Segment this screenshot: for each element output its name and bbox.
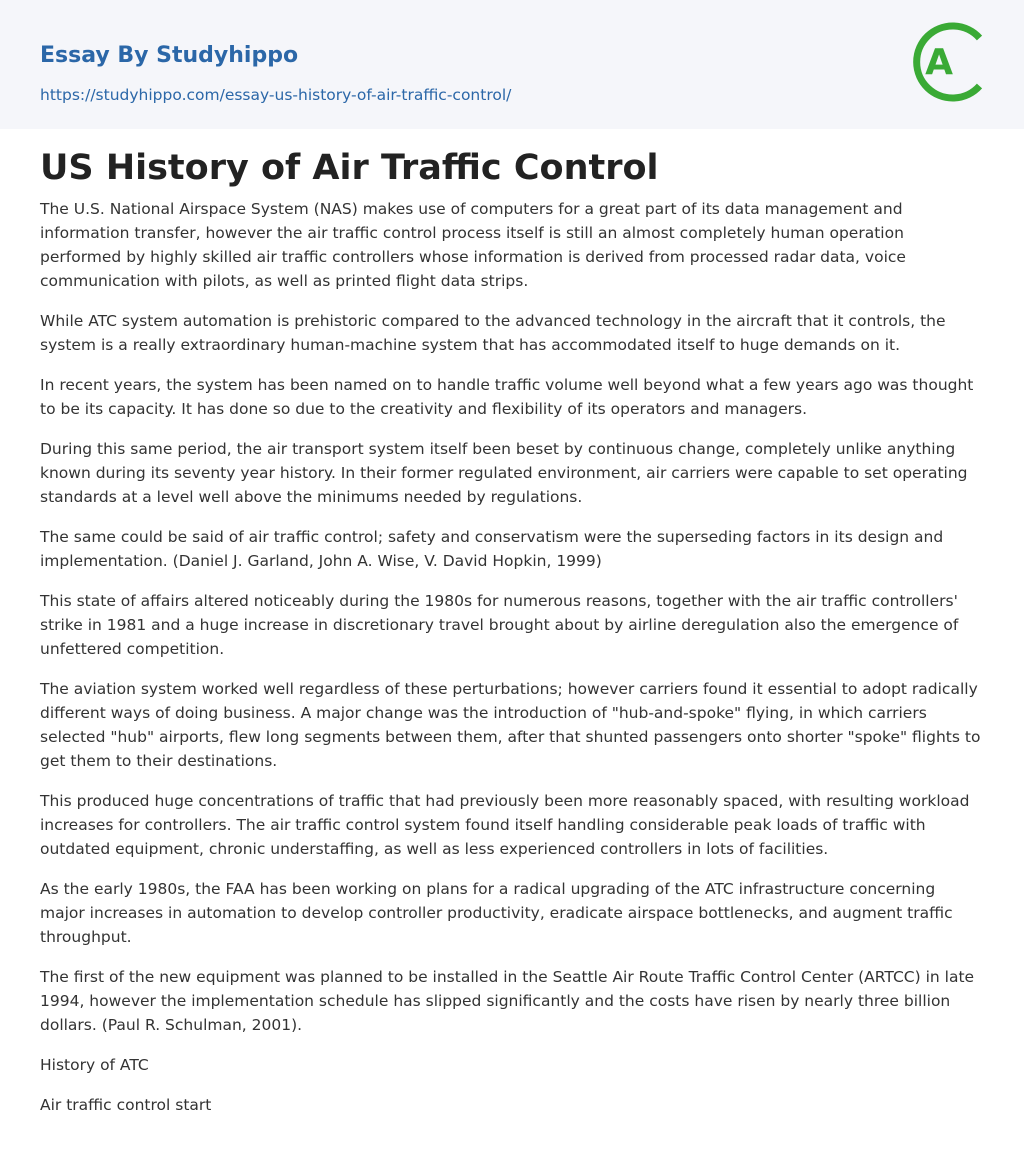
essay-paragraph: The first of the new equipment was planned to be installed in the Seattle Air Route Traffic Control Center (ARTCC) in late 1994, however the implementation schedule has slipped significantly and the costs have risen by nearly three billion dollars. (Paul R. Schulman, 2001). [40, 968, 975, 1034]
studyhippo-logo-icon[interactable] [912, 18, 988, 106]
essay-paragraph: The U.S. National Airspace System (NAS) makes use of computers for a great part of its data management and information transfer, however the air traffic control process itself is still an almost completely human operation performed by highly skilled air traffic controllers whose information is derived from processed radar data, voice communication with pilots, as well as printed flight data strips. [40, 200, 906, 290]
site-header [0, 0, 1024, 129]
page-title: US History of Air Traffic Control [40, 148, 659, 188]
essay-paragraph: This produced huge concentrations of traffic that had previously been more reasonably spaced, with resulting workload increases for controllers. The air traffic control system found itself handling considerable peak loads of traffic with outdated equipment, chronic understaffing, as well as less experienced controllers in lots of facilities. [40, 792, 970, 858]
essay-paragraph: During this same period, the air transport system itself been beset by continuous change, completely unlike anything known during its seventy year history. In their former regulated environment, air carriers were capable to set operating standards at a level well above the minimums needed by regulations. [40, 440, 968, 506]
source-url-link[interactable]: https://studyhippo.com/essay-us-history-of-air-traffic-control/ [40, 86, 512, 104]
essay-content [0, 129, 1024, 1117]
essay-paragraph: The same could be said of air traffic control; safety and conservatism were the superseding factors in its design and implementation. (Daniel J. Garland, John A. Wise, V. David Hopkin, 1999) [40, 528, 944, 570]
essay-paragraph: The aviation system worked well regardless of these perturbations; however carriers found it essential to adopt radically different ways of doing business. A major change was the introduction of "hub-and-spoke" flying, in which carriers selected "hub" airports, flew long segments between them, after that shunted passengers onto shorter "spoke" flights to get them to their destinations. [40, 680, 981, 770]
essay-paragraph: In recent years, the system has been named on to handle traffic volume well beyond what a few years ago was thought to be its capacity. It has done so due to the creativity and flexibility of its operators and managers. [40, 376, 974, 418]
essay-paragraph: As the early 1980s, the FAA has been working on plans for a radical upgrading of the ATC infrastructure concerning major increases in automation to develop controller productivity, eradicate airspace bottlenecks, and augment traffic throughput. [40, 880, 953, 946]
section-heading-history: History of ATC [40, 1056, 149, 1074]
logo-letter: A [925, 42, 953, 83]
site-brand[interactable]: Essay By Studyhippo [40, 43, 299, 68]
essay-paragraph: While ATC system automation is prehistoric compared to the advanced technology in the aircraft that it controls, the system is a really extraordinary human-machine system that has accommodated itself to huge demands on it. [40, 312, 946, 354]
essay-paragraph: This state of affairs altered noticeably during the 1980s for numerous reasons, together with the air traffic controllers' strike in 1981 and a huge increase in discretionary travel brought about by airline deregulation also the emergence of unfettered competition. [40, 592, 959, 658]
section-heading-start: Air traffic control start [40, 1096, 212, 1114]
